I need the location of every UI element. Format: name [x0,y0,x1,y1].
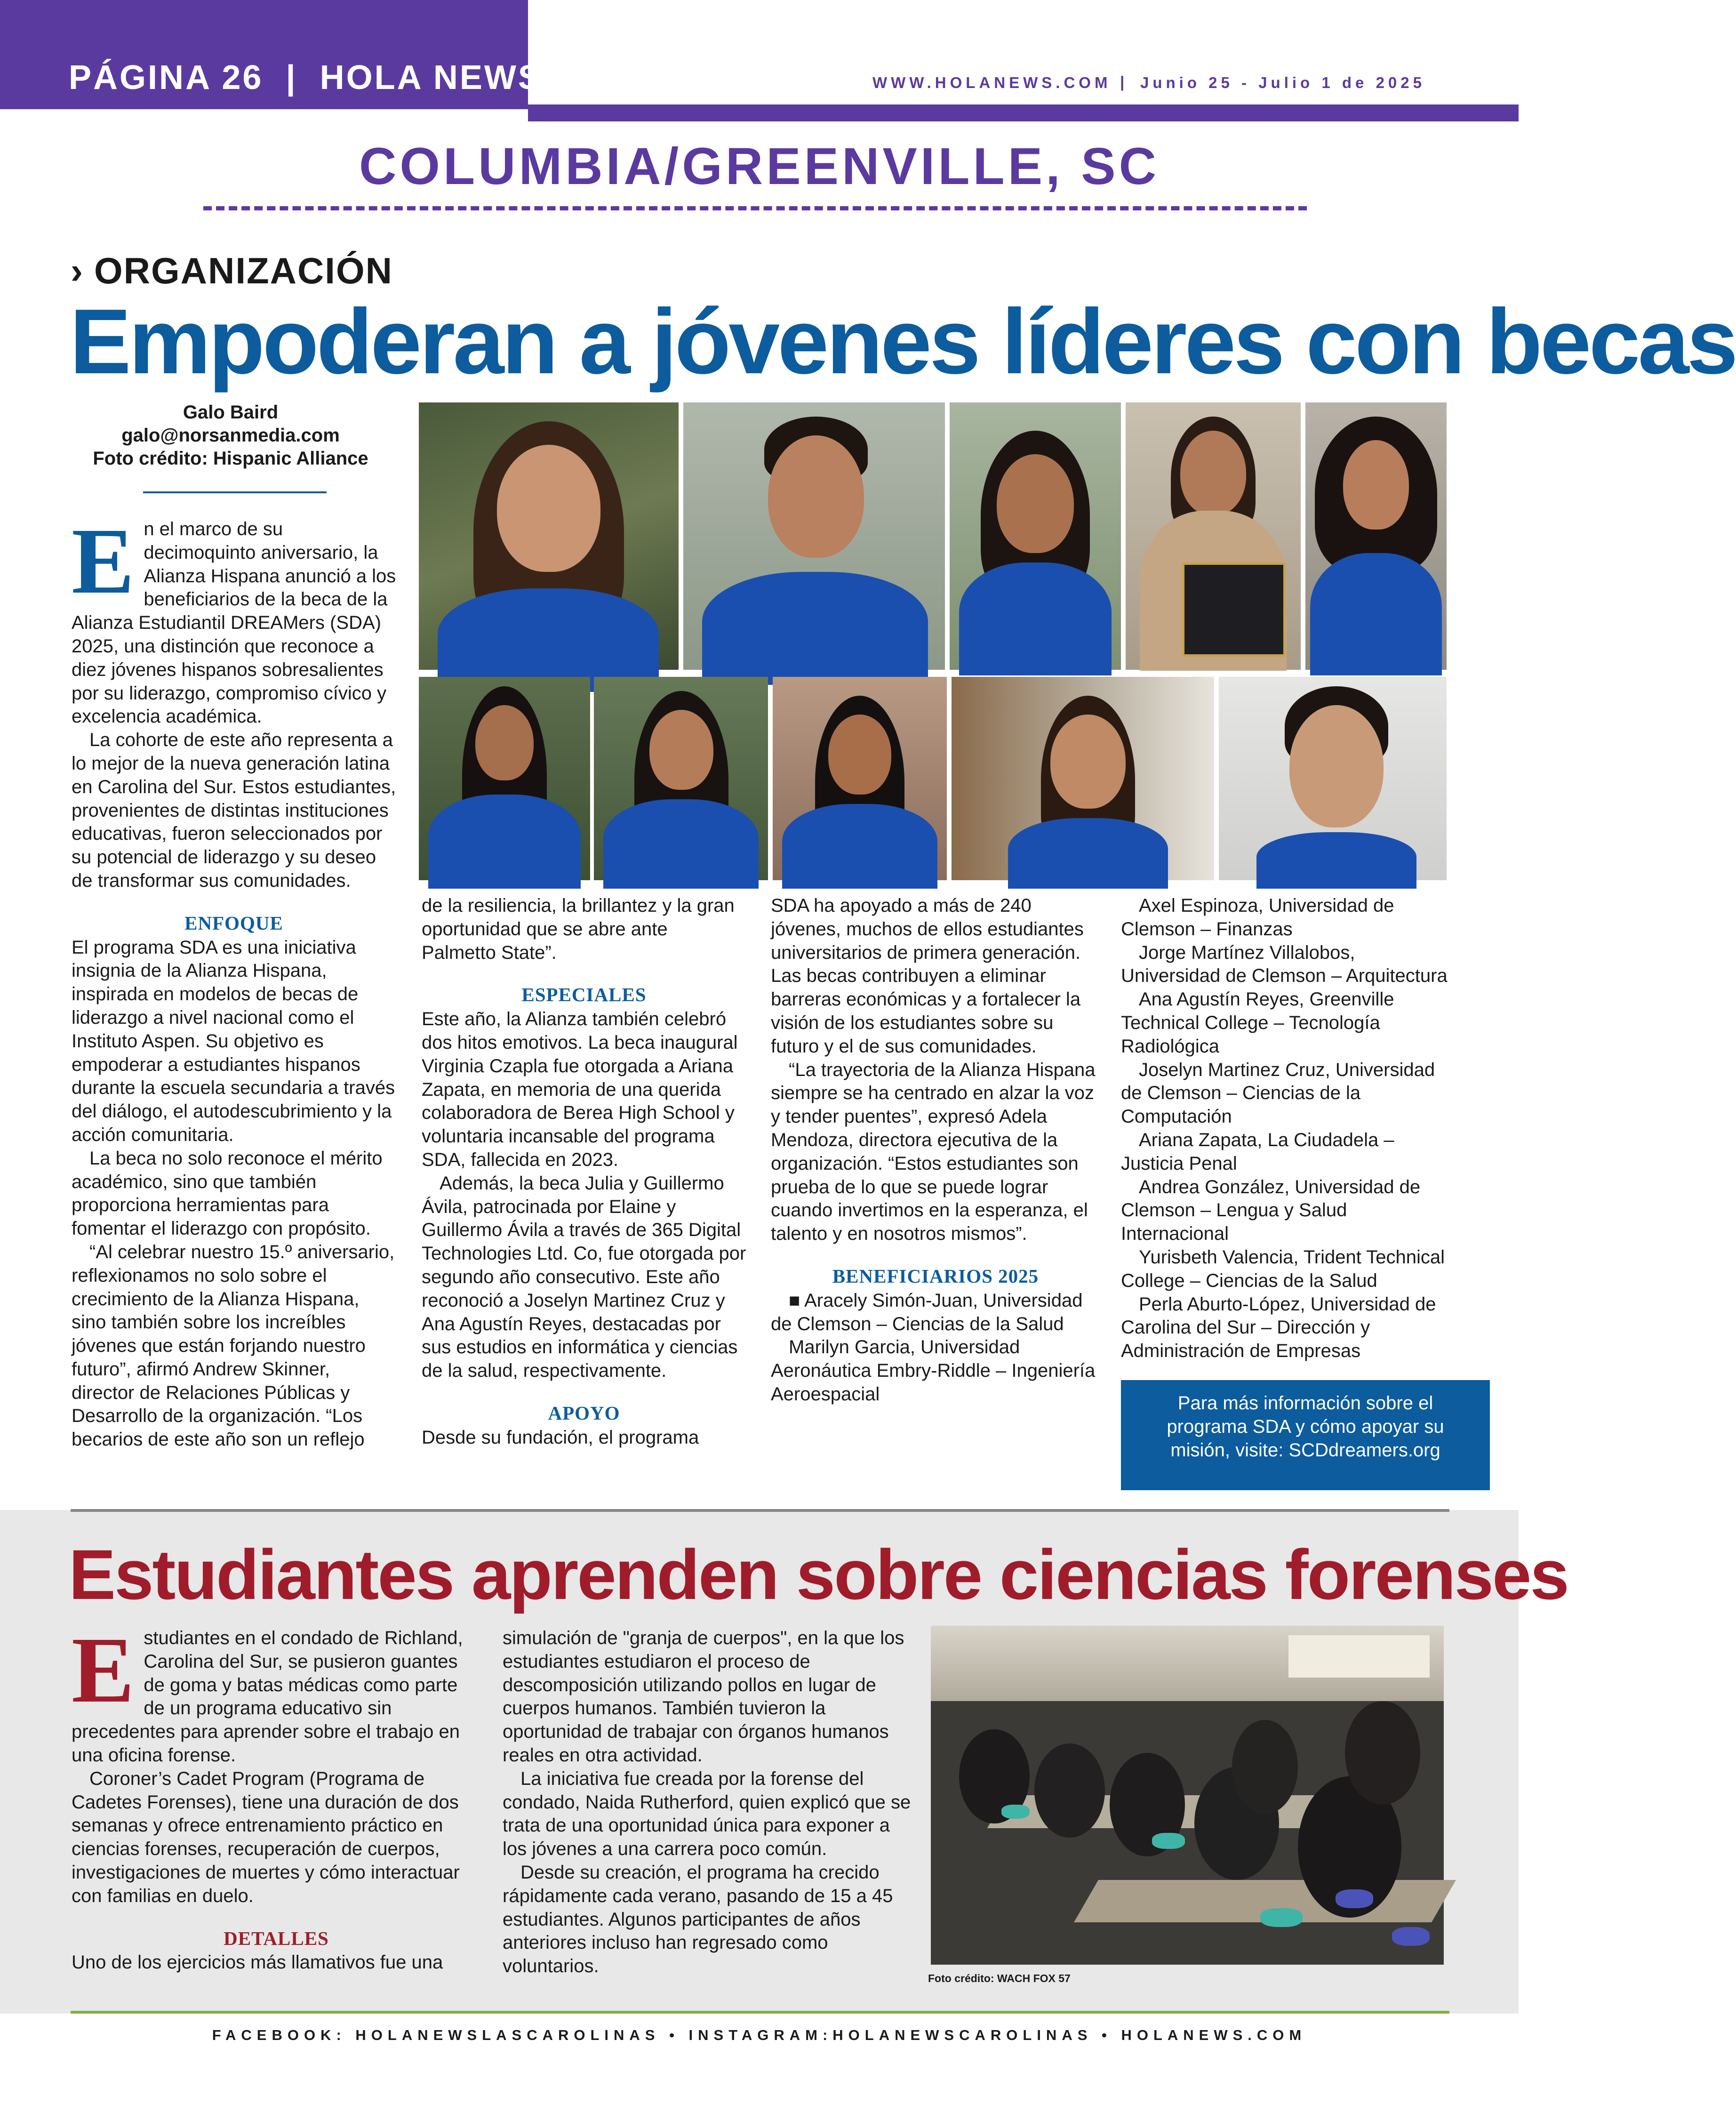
article-kicker [71,249,393,292]
portrait-photo [950,402,1121,670]
beneficiary-item: Andrea González, Universidad de Clemson – Lengua y Salud Internacional [1121,1176,1421,1245]
footer-rule [71,2011,1449,2014]
beneficiary-item: Ana Agustín Reyes, Greenville Technical College – Tecnología Radiológica [1121,989,1394,1057]
kicker-label: ORGANIZACIÓN [94,250,393,291]
header-rule [528,104,1519,121]
article-headline: Empoderan a jóvenes líderes con becas [70,290,1736,393]
drop-cap: E [72,509,135,613]
site-url[interactable]: WWW.HOLANEWS.COM [872,74,1112,91]
paragraph: n el marco de su decimoquinto aniversario, la Alianza Hispana anunció a los beneficiarios de la beca de la Alianza Estudiantil DREAMers (SDA) 2025, una distinción que reconoce a diez jóvenes hispanos sobresalientes por su liderazgo, compromiso cívico y excelencia académica. [72,519,396,727]
subhead-especiales: ESPECIALES [521,984,647,1006]
author-email[interactable]: galo@norsanmedia.com [121,425,340,446]
beneficiary-item: Axel Espinoza, Universidad de Clemson – Finanzas [1121,895,1394,940]
paragraph: La cohorte de este año representa a lo mejor de la nueva generación latina en Carolina del Sur. Estos estudiantes, provenientes de distintas instituciones educativas, fueron seleccionados por su potencial de liderazgo y su deseo de transformar sus comunidades. [72,730,396,891]
secondary-column-2 [503,1627,914,1978]
subhead-apoyo: APOYO [548,1402,620,1424]
beneficiary-item: Ariana Zapata, La Ciudadela – Justicia Penal [1121,1129,1394,1174]
paragraph: Desde su fundación, el programa [422,1427,699,1448]
article-column-2 [422,894,746,1450]
secondary-photo-credit: Foto crédito: WACH FOX 57 [928,1972,1071,1984]
classroom-photo [931,1626,1444,1965]
page-label: PÁGINA 26 | HOLA NEWS [69,59,543,96]
paragraph: El programa SDA es una iniciativa insignia de la Alianza Hispana, inspirada en modelos de becas de liderazgo a nivel nacional como el Instituto Aspen. Su objetivo es empoderar a estudiantes hispanos durante la escuela secundaria a través del diálogo, el autodescubrimiento y la acción comunitaria. [72,937,395,1145]
portrait-photo [419,402,679,670]
section-title-rule [203,206,1307,210]
beneficiary-item: Marilyn Garcia, Universidad Aeronáutica Embry-Riddle – Ingeniería Aeroespacial [771,1337,1096,1405]
issue-date: Junio 25 - Julio 1 de 2025 [1140,74,1425,91]
paragraph: “La trayectoria de la Alianza Hispana siempre se ha centrado en alzar la voz y tender puentes”, expresó Adela Mendoza, directora ejecutiva de la organización. “Estos estudiantes son prueba de lo que se puede lograr cuando invertimos en la esperanza, el talento y en nosotros mismos”. [771,1059,1096,1245]
portrait-photo [1219,677,1447,880]
article-column-3 [771,894,1100,1406]
paragraph: simulación de "granja de cuerpos", en la que los estudiantes estudiaron el proceso de descomposición utilizando pollos en lugar de cuerpos humanos. También tuvieron la oportunidad de trabajar con órganos humanos reales en otra actividad. [503,1628,904,1766]
info-box-text[interactable]: Para más información sobre el programa SDA y cómo apoyar su misión, visite: SCDdreamers.org [1167,1393,1444,1461]
author-name: Galo Baird [183,402,279,423]
paragraph: Además, la beca Julia y Guillermo Ávila, patrocinada por Elaine y Guillermo Ávila a través de 365 Digital Technologies Ltd. Co, fue otorgada por segundo año consecutivo. Este año reconoció a Joselyn Martinez Cruz y Ana Agustín Reyes, destacadas por sus estudios en informática y ciencias de la salud, respectivamente. [422,1172,746,1381]
paragraph: “Al celebrar nuestro 15.º aniversario, reflexionamos no solo sobre el crecimiento de la Alianza Hispana, sino también sobre los increíbles jóvenes que están forjando nuestro futuro”, afirmó Andrew Skinner, director de Relaciones Públicas y Desarrollo de la organización. “Los becarios de este año son un reflejo [72,1241,395,1450]
beneficiary-item: Perla Aburto-López, Universidad de Carolina del Sur – Dirección y Administración de Empresas [1121,1293,1436,1362]
beneficiary-item: Jorge Martínez Villalobos, Universidad de Clemson – Arquitectura [1121,942,1448,987]
paragraph: de la resiliencia, la brillantez y la gran oportunidad que se abre ante Palmetto State”. [422,895,735,963]
paragraph: La iniciativa fue creada por la forense del condado, Naida Rutherford, quien explicó que se trata de una oportunidad única para exponer a los jóvenes a una carrera poco común. [503,1768,911,1860]
portrait-photo [594,677,768,880]
portrait-photo [1305,402,1447,670]
drop-cap: E [72,1618,135,1722]
portrait-photo [419,677,590,880]
header-separator: | [1120,73,1125,90]
article-column-1 [72,509,396,1452]
beneficiary-item: Yurisbeth Valencia, Trident Technical College – Ciencias de la Salud [1121,1246,1445,1291]
paragraph: Desde su creación, el programa ha crecido rápidamente cada verano, pasando de 15 a 45 estudiantes. Algunos participantes de años anteriores incluso han regresado como voluntarios. [503,1862,893,1977]
portrait-photo [1126,402,1301,670]
chevron-right-icon: › [71,250,84,291]
secondary-column-1 [72,1618,481,1975]
byline-rule [143,491,327,493]
paragraph: La beca no solo reconoce el mérito académico, sino que también proporciona herramientas para fomentar el liderazgo con propósito. [72,1148,383,1239]
secondary-headline: Estudiantes aprenden sobre ciencias forenses [69,1535,1568,1614]
footer-social-links[interactable]: FACEBOOK: HOLANEWSLASCAROLINAS • INSTAGRAM:HOLANEWSCAROLINAS • HOLANEWS.COM [212,2027,1307,2043]
subhead-beneficiarios: BENEFICIARIOS 2025 [832,1265,1039,1287]
photo-credit: Foto crédito: Hispanic Alliance [93,448,368,469]
portrait-photo [952,677,1214,880]
paragraph: Coroner’s Cadet Program (Programa de Cadetes Forenses), tiene una duración de dos semanas y ofrece entrenamiento práctico en ciencias forenses, recuperación de cuerpos, investigaciones de muertes y cómo interactuar con familias en duelo. [72,1768,460,1906]
info-box [1121,1380,1490,1490]
portrait-photo [773,677,947,880]
byline [71,401,391,470]
paragraph: SDA ha apoyado a más de 240 jóvenes, muchos de ellos estudiantes universitarios de primera generación. Las becas contribuyen a eliminar barreras económicas y a fortalecer la visión de los estudiantes sobre su futuro y el de sus comunidades. [771,895,1084,1057]
section-title: COLUMBIA/GREENVILLE, SC [359,137,1160,195]
paragraph: Este año, la Alianza también celebró dos hitos emotivos. La beca inaugural Virginia Czapla fue otorgada a Ariana Zapata, en memoria de una querida colaboradora de Berea High School y voluntaria incansable del programa SDA, fallecida en 2023. [422,1009,738,1170]
beneficiary-item: ■ Aracely Simón-Juan, Universidad de Clemson – Ciencias de la Salud [771,1290,1083,1334]
portrait-photo [683,402,945,670]
subhead-enfoque: ENFOQUE [184,912,283,934]
paragraph: studiantes en el condado de Richland, Carolina del Sur, se pusieron guantes de goma y batas médicas como parte de un programa educativo sin precedentes para aprender sobre el trabajo en una oficina forense. [72,1628,463,1766]
band-rule [71,1509,1449,1512]
subhead-detalles: DETALLES [224,1927,329,1949]
article-column-4 [1121,894,1450,1363]
beneficiary-item: Joselyn Martinez Cruz, Universidad de Clemson – Ciencias de la Computación [1121,1059,1435,1127]
paragraph: Uno de los ejercicios más llamativos fue una [72,1952,443,1973]
